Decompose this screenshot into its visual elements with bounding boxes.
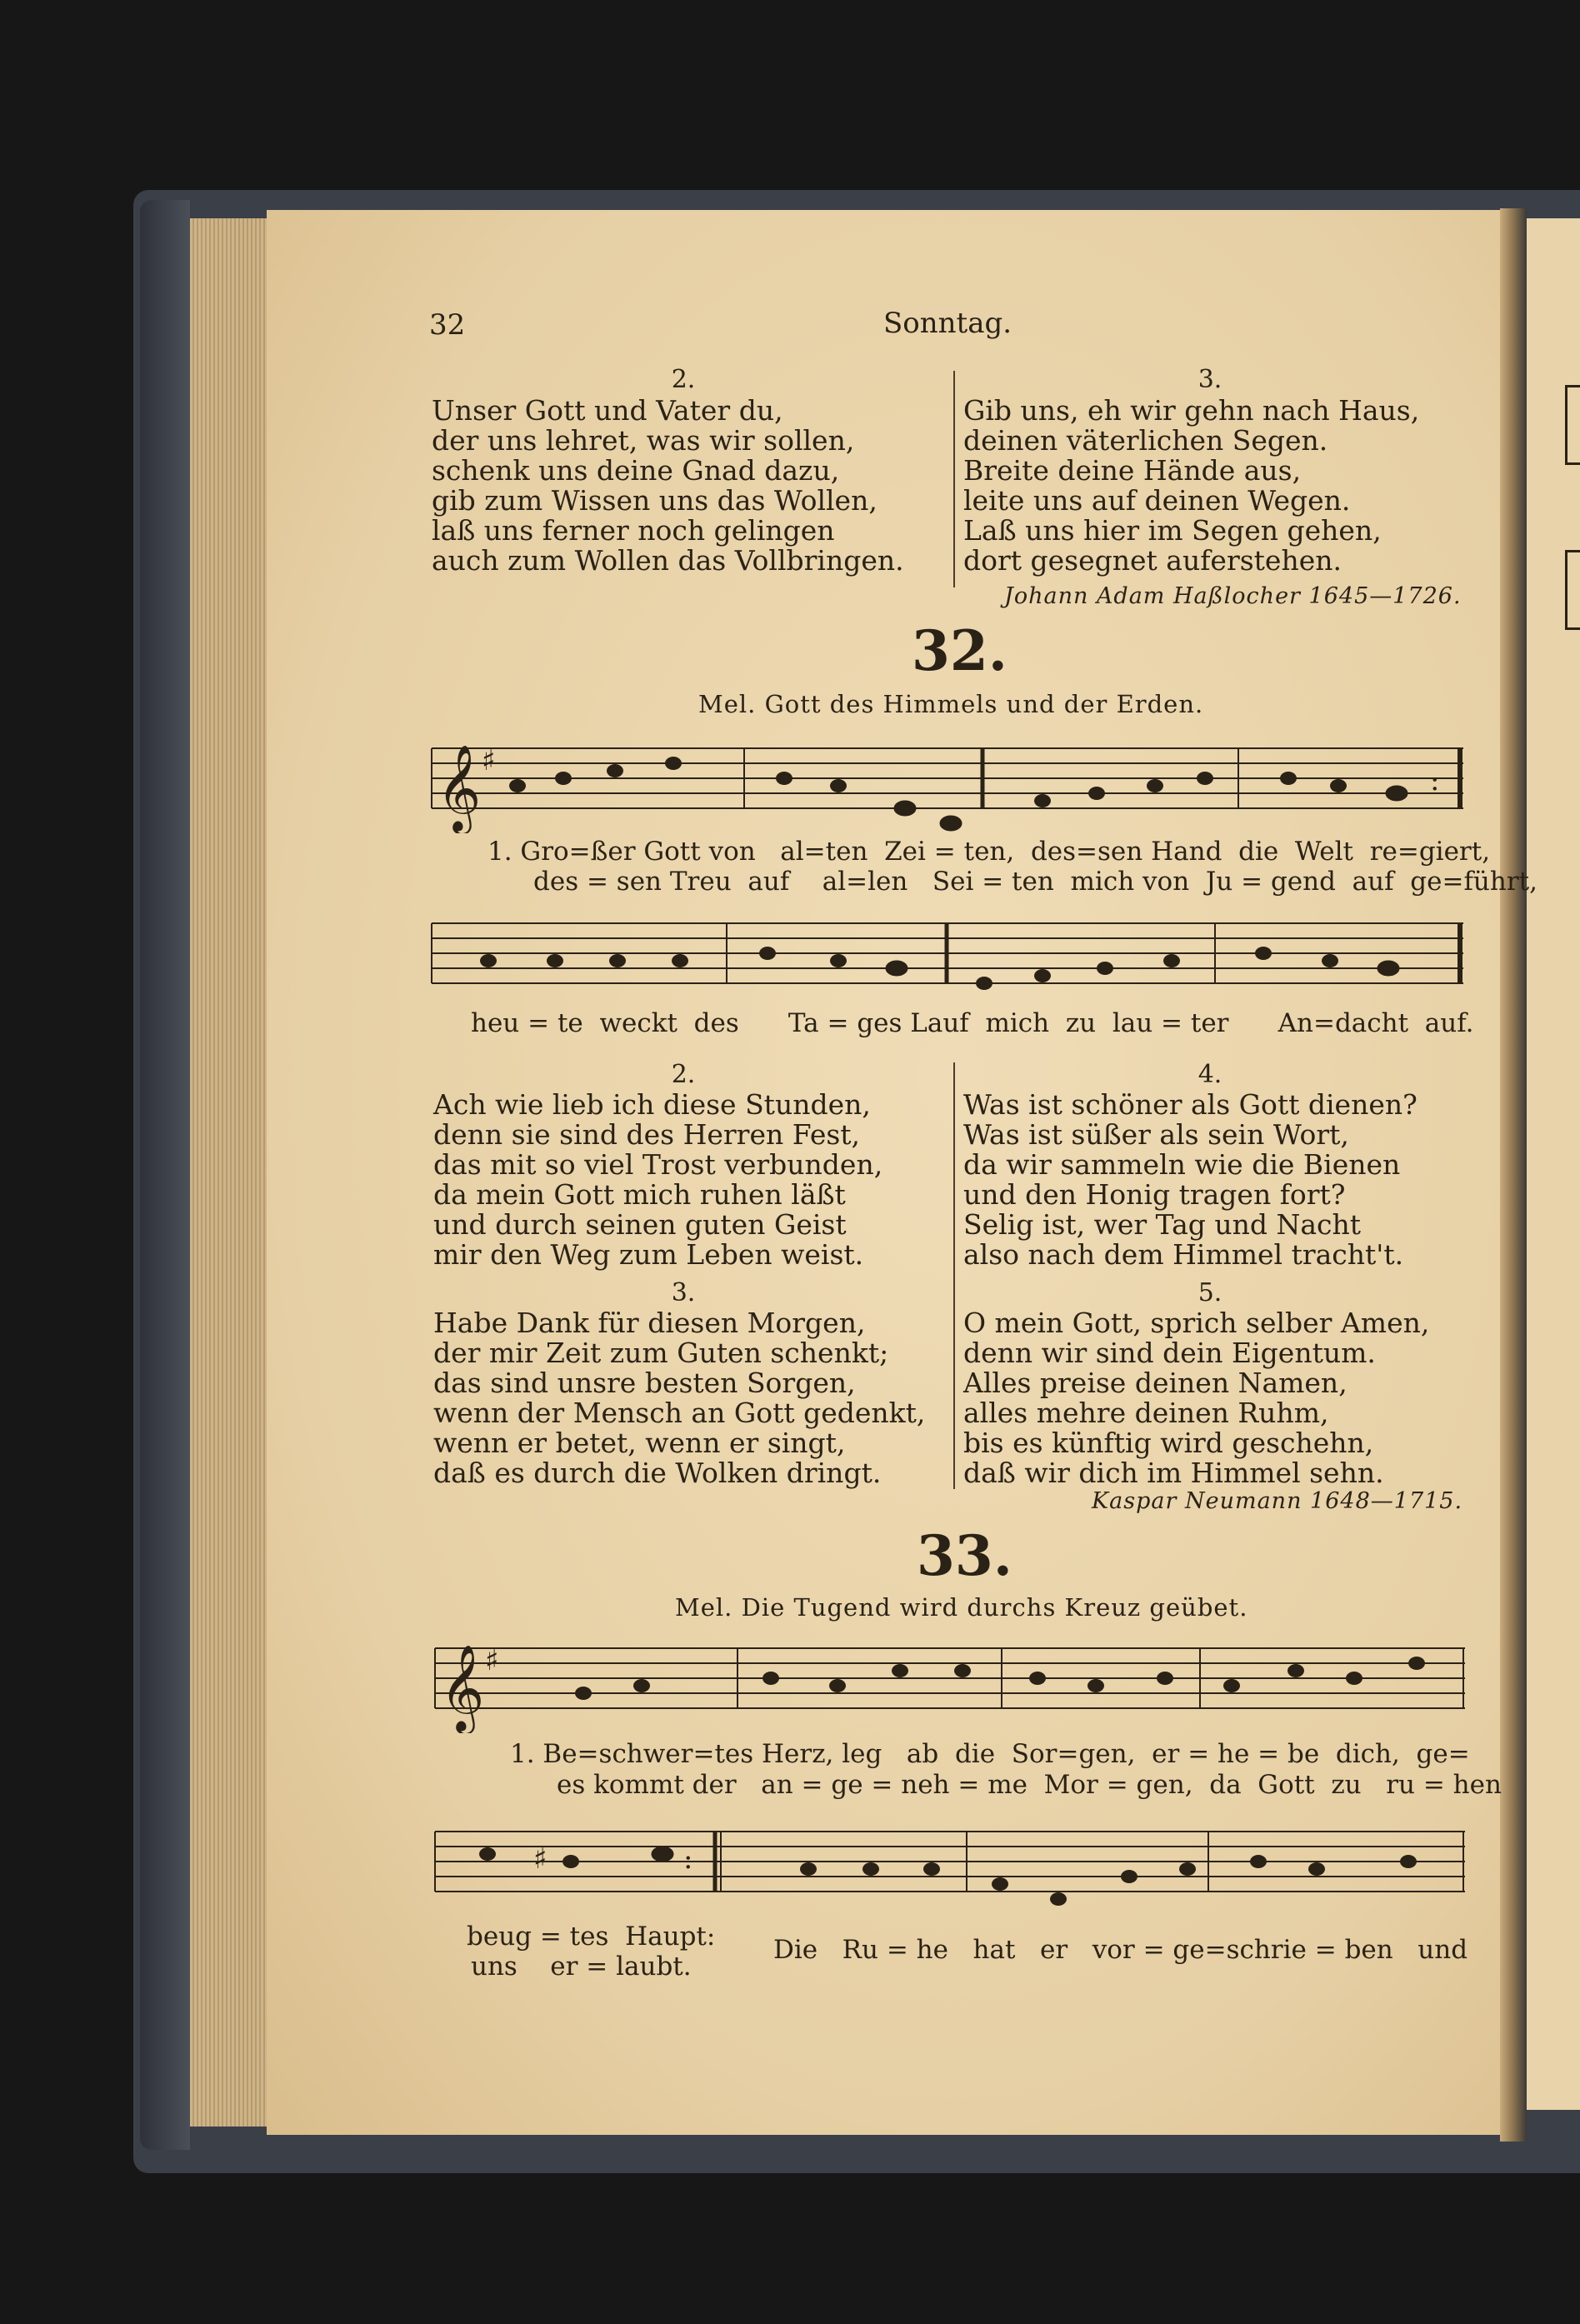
page-stack-edge	[190, 218, 273, 2127]
facing-page-staff-mark	[1565, 385, 1580, 465]
hymn-number: 32.	[912, 618, 1008, 683]
page-number: 32	[429, 308, 466, 342]
lyrics-line: Die Ru = he hat er vor = ge=schrie = ben und	[773, 1935, 1468, 1965]
hymn-number: 33.	[917, 1523, 1012, 1588]
verse-text: Habe Dank für diesen Morgen, der mir Zeit zum Guten schenkt; das sind unsre besten Sorgen, wenn der Mensch an Gott gedenkt, wenn er betet, wenn er singt, daß es durch die Wolken dringt.	[433, 1307, 926, 1489]
verse-number: 5.	[1198, 1278, 1222, 1307]
book-gutter	[1500, 208, 1527, 2142]
lyrics-line: des = sen Treu auf al=len Sei = ten mich von Ju = gend auf ge=führt,	[533, 867, 1538, 897]
treble-clef-icon: 𝄞	[437, 744, 482, 832]
verse-text: Ach wie lieb ich diese Stunden, denn sie sind des Herren Fest, das mit so viel Trost verbunden, da mein Gott mich ruhen läßt und durch seinen guten Geist mir den Weg zum Leben weist.	[433, 1088, 883, 1271]
svg-text::: :	[1430, 764, 1440, 797]
lyrics-line: 1. Be=schwer=tes Herz, leg ab die Sor=gen, er = he = be dich, ge=	[510, 1739, 1470, 1769]
verse-text: Gib uns, eh wir gehn nach Haus, deinen väterlichen Segen. Breite deine Hände aus, leite uns auf deinen Wegen. Laß uns hier im Segen gehen, dort gesegnet auferstehen.	[963, 394, 1420, 577]
column-divider	[953, 371, 955, 587]
lyrics-line: es kommt der an = ge = neh = me Mor = gen, da Gott zu ru = hen	[557, 1770, 1502, 1800]
lyrics-line: uns er = laubt.	[471, 1952, 692, 1982]
lyrics-line: beug = tes Haupt:	[467, 1922, 716, 1952]
verse-text: Unser Gott und Vater du, der uns lehret, was wir sollen, schenk uns deine Gnad dazu, gib zum Wissen uns das Wollen, laß uns ferner noch gelingen auch zum Wollen das Vollbringen.	[432, 394, 904, 577]
facing-page-edge	[1527, 218, 1580, 2110]
lyrics-line: 1. Gro=ßer Gott von al=ten Zei = ten, des=sen Hand die Welt re=giert,	[488, 837, 1491, 867]
svg-text:♯: ♯	[485, 1644, 499, 1677]
column-divider	[953, 1062, 955, 1489]
treble-clef-icon: 𝄞	[440, 1644, 485, 1732]
melody-reference: Mel. Gott des Himmels und der Erden.	[698, 690, 1204, 718]
music-staff	[430, 733, 1467, 833]
verse-number: 2.	[671, 365, 696, 394]
verse-number: 3.	[671, 1278, 696, 1307]
verse-number: 2.	[671, 1060, 696, 1089]
svg-text:♯: ♯	[482, 744, 496, 777]
verse-number: 3.	[1198, 365, 1222, 394]
author-credit: Johann Adam Haßlocher 1645—1726.	[1004, 583, 1462, 609]
melody-reference: Mel. Die Tugend wird durchs Kreuz geübet.	[675, 1593, 1248, 1622]
music-staff	[433, 1633, 1470, 1733]
page-title: Sonntag.	[883, 307, 1012, 340]
verse-text: Was ist schöner als Gott dienen? Was ist süßer als sein Wort, da wir sammeln wie die Bienen und den Honig tragen fort? Selig ist, wer Tag und Nacht also nach dem Himmel tracht't.	[963, 1088, 1418, 1271]
author-credit: Kaspar Neumann 1648—1715.	[1092, 1488, 1463, 1514]
svg-text:♯: ♯	[533, 1842, 548, 1876]
lyrics-line: heu = te weckt des Ta = ges Lauf mich zu lau = ter An=dacht auf.	[471, 1008, 1474, 1038]
svg-text::: :	[683, 1842, 693, 1876]
cover-spine-edge	[140, 200, 190, 2150]
music-staff	[433, 1817, 1470, 1917]
verse-text: O mein Gott, sprich selber Amen, denn wir sind dein Eigentum. Alles preise deinen Namen, alles mehre deinen Ruhm, bis es künftig wird geschehn, daß wir dich im Himmel sehn.	[963, 1307, 1430, 1489]
verse-number: 4.	[1198, 1060, 1222, 1089]
facing-page-staff-mark	[1565, 550, 1580, 630]
music-staff	[430, 908, 1467, 1008]
